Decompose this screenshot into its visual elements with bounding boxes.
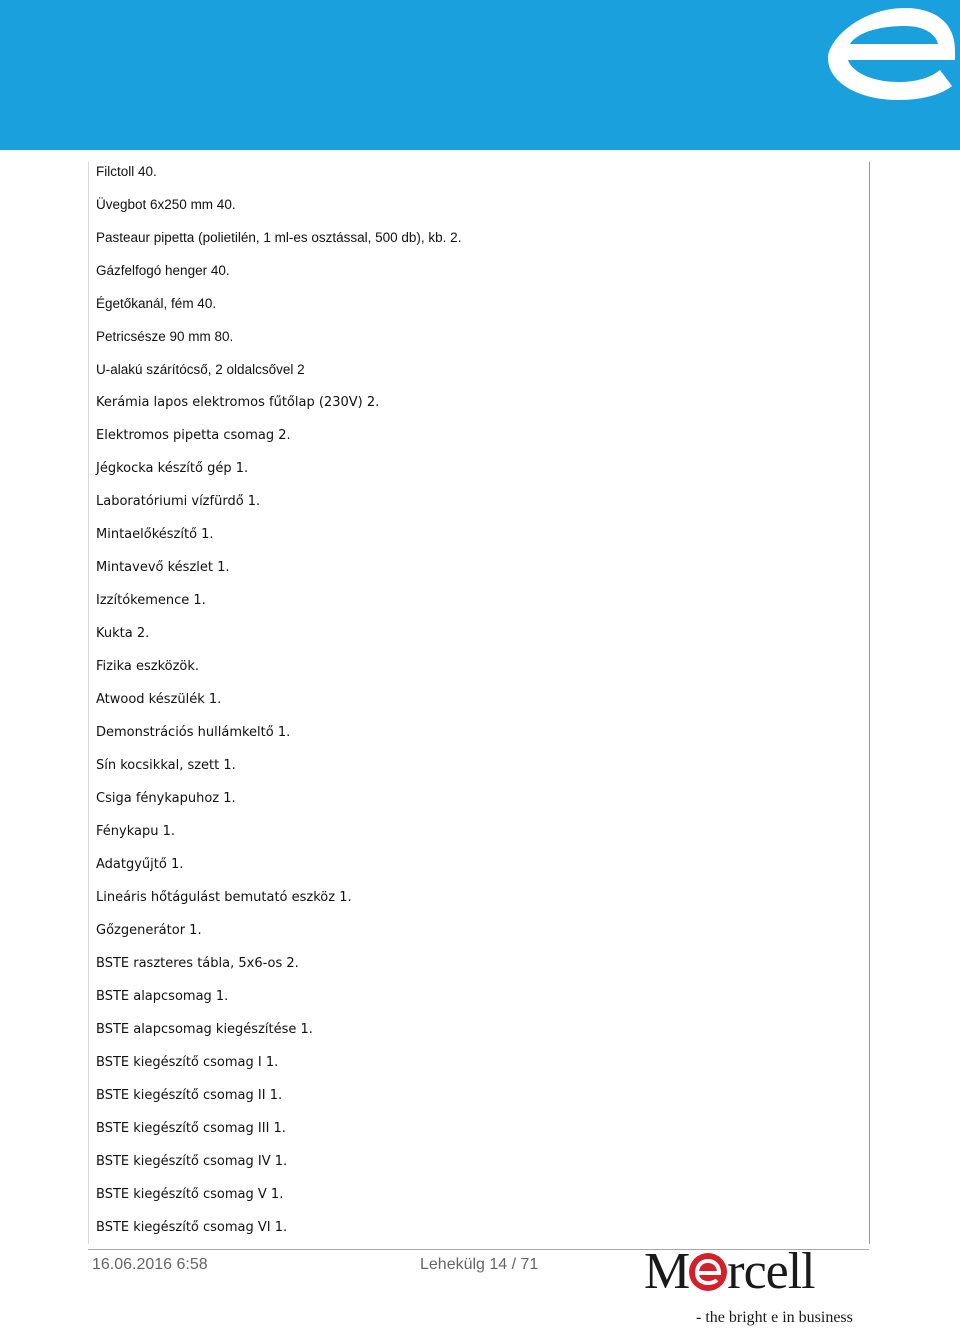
list-item: Mintavevő készlet 1.	[96, 560, 230, 575]
list-item: Sín kocsikkal, szett 1.	[96, 758, 236, 773]
list-item: BSTE raszteres tábla, 5x6-os 2.	[96, 956, 299, 971]
list-item: Laboratóriumi vízfürdő 1.	[96, 494, 261, 509]
brand-wordmark	[644, 1243, 815, 1300]
list-item: Csiga fénykapuhoz 1.	[96, 791, 236, 806]
list-item: Petricsésze 90 mm 80.	[96, 329, 234, 344]
list-item: Kerámia lapos elektromos fűtőlap (230V) 2.	[96, 395, 380, 410]
brand-logo	[644, 1243, 874, 1329]
equipment-list	[96, 160, 461, 1249]
list-item: BSTE kiegészítő csomag IV 1.	[96, 1154, 288, 1169]
list-item: Kukta 2.	[96, 626, 150, 641]
list-item: Izzítókemence 1.	[96, 593, 206, 608]
brand-suffix: rcell	[727, 1243, 815, 1300]
footer-page-number: Lehekülg 14 / 71	[420, 1256, 539, 1273]
list-item: Pasteaur pipetta (polietilén, 1 ml-es osztással, 500 db), kb. 2.	[96, 230, 462, 245]
e-logo-icon	[688, 1252, 728, 1292]
list-item: BSTE kiegészítő csomag VI 1.	[96, 1220, 288, 1235]
brand-tagline: - the bright e in business	[696, 1309, 853, 1326]
list-item: BSTE kiegészítő csomag III 1.	[96, 1121, 286, 1136]
list-item: Fizika eszközök.	[96, 659, 200, 674]
brand-prefix: M	[644, 1243, 690, 1300]
list-item: Demonstrációs hullámkeltő 1.	[96, 725, 291, 740]
list-item: Elektromos pipetta csomag 2.	[96, 428, 291, 443]
header-curve	[0, 150, 960, 160]
header-banner-graphic	[0, 0, 960, 160]
list-item: BSTE alapcsomag 1.	[96, 989, 229, 1004]
list-item: Égetőkanál, fém 40.	[96, 296, 217, 311]
list-item: BSTE alapcsomag kiegészítése 1.	[96, 1022, 313, 1037]
list-item: Atwood készülék 1.	[96, 692, 222, 707]
list-item: Fénykapu 1.	[96, 824, 175, 839]
list-item: Üvegbot 6x250 mm 40.	[96, 197, 236, 212]
list-item: Lineáris hőtágulást bemutató eszköz 1.	[96, 890, 352, 905]
footer-date: 16.06.2016 6:58	[92, 1256, 208, 1273]
list-item: BSTE kiegészítő csomag I 1.	[96, 1055, 279, 1070]
list-item: U-alakú szárítócső, 2 oldalcsővel 2	[96, 362, 305, 377]
list-item: Filctoll 40.	[96, 164, 157, 179]
header-blue-band	[0, 0, 960, 150]
list-item: BSTE kiegészítő csomag II 1.	[96, 1088, 283, 1103]
list-item: Adatgyűjtő 1.	[96, 857, 184, 872]
list-item: Gázfelfogó henger 40.	[96, 263, 230, 278]
list-item: BSTE kiegészítő csomag V 1.	[96, 1187, 284, 1202]
list-item: Jégkocka készítő gép 1.	[96, 461, 249, 476]
list-item: Gőzgenerátor 1.	[96, 923, 202, 938]
header-banner	[0, 0, 960, 160]
list-item: Mintaelőkészítő 1.	[96, 527, 214, 542]
